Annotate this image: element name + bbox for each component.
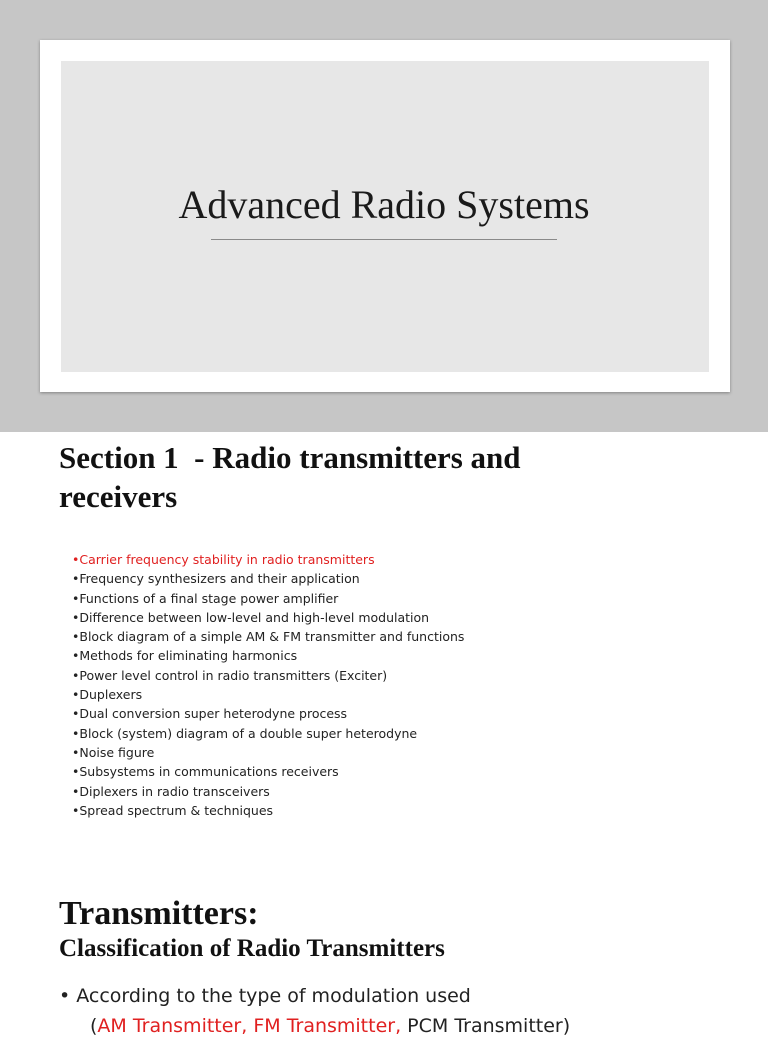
topic-item: •Spread spectrum & techniques <box>72 802 274 818</box>
topic-item: •Noise figure <box>72 744 155 760</box>
topic-item: •Block diagram of a simple AM & FM transmitter and functions <box>72 629 465 645</box>
topic-item: •Methods for eliminating harmonics <box>72 648 298 664</box>
transmitter-types-line <box>90 1012 570 1040</box>
topic-item: •Diplexers in radio transceivers <box>72 783 270 799</box>
open-paren: ( <box>90 1015 98 1037</box>
highlighted-transmitter-types: AM Transmitter, FM Transmitter, <box>97 1015 402 1037</box>
topic-item: •Power level control in radio transmitters (Exciter) <box>72 667 388 683</box>
topic-list <box>72 550 464 820</box>
other-transmitter-types: PCM Transmitter) <box>401 1015 571 1037</box>
topic-item: •Frequency synthesizers and their application <box>72 571 360 587</box>
transmitters-heading: Transmitters: <box>59 895 259 932</box>
topic-item: •Dual conversion super heterodyne process <box>72 706 348 722</box>
topic-item: •Carrier frequency stability in radio transmitters <box>72 552 375 567</box>
topic-item: •Functions of a final stage power amplifier <box>72 590 339 606</box>
topic-item: •Block (system) diagram of a double super heterodyne <box>72 725 418 741</box>
classification-subheading: Classification of Radio Transmitters <box>59 935 445 962</box>
topic-item: •Subsystems in communications receivers <box>72 764 339 780</box>
title-underline <box>211 239 557 240</box>
slide-title: Advanced Radio Systems <box>178 182 590 227</box>
topic-item: •Difference between low-level and high-level modulation <box>72 609 430 625</box>
modulation-bullet: • According to the type of modulation used <box>59 985 471 1007</box>
topic-item: •Duplexers <box>72 687 143 703</box>
section-heading: Section 1 - Radio transmitters and receivers <box>59 440 521 514</box>
